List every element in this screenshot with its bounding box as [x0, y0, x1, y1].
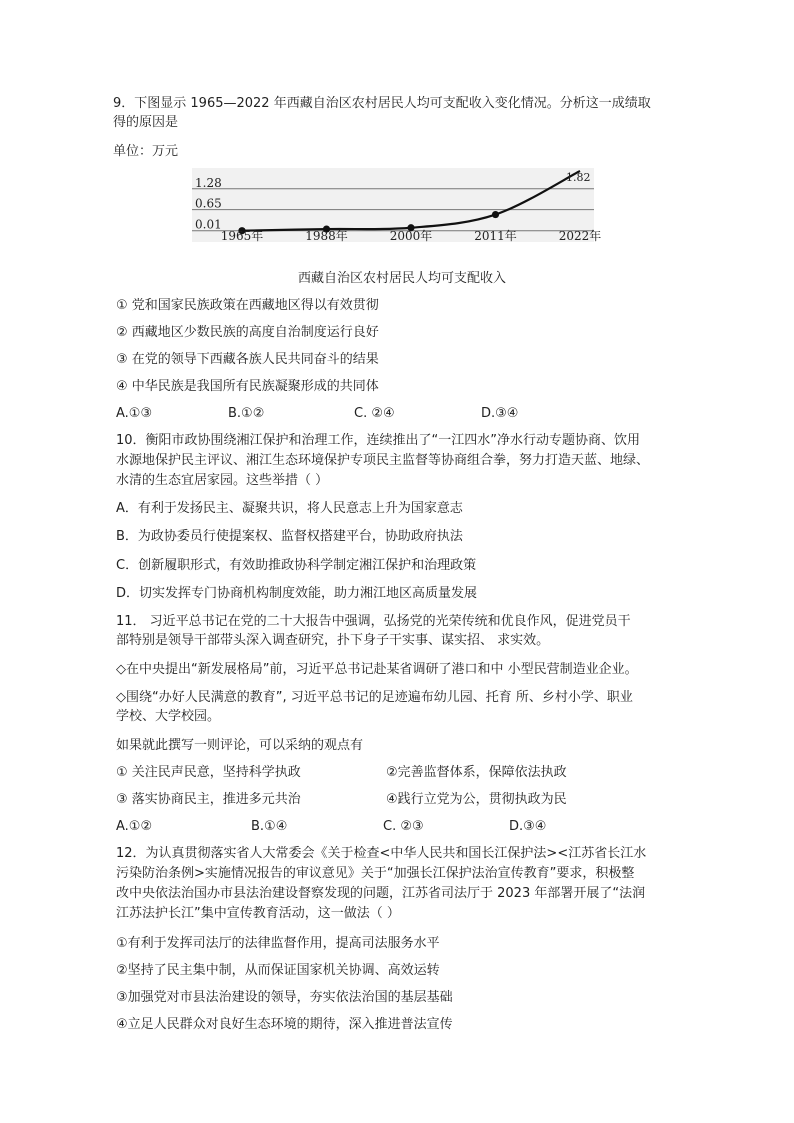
y-tick-label: 1.28	[195, 175, 222, 190]
q12-stem-line-2: 污染防治条例>实施情况报告的审议意见》关于“加强长江保护法治宣传教育”要求，积极整	[116, 866, 635, 881]
q10-stem-line-3: 水清的生态宜居家园。这些举措（ ）	[116, 473, 329, 488]
q11-bullet-2-line-1: ◇围绕“办好人民满意的教育”, 习近平总书记的足迹遍布幼儿园、托育 所、乡村小学、职业	[116, 690, 633, 705]
q9-statement-3: ③ 在党的领导下西藏各族人民共同奋斗的结果	[116, 352, 379, 367]
x-tick-label: 2011年	[474, 229, 517, 243]
q12-stem-line-3: 改中央依法治国办市县法治建设督察发现的问题，江苏省司法厅于 2023 年部署开展了“法润	[116, 886, 646, 901]
q11-question: 如果就此撰写一则评论，可以采纳的观点有	[116, 738, 364, 753]
chart-end-value-label: 1.82	[566, 170, 591, 184]
x-tick-label: 1988年	[305, 229, 348, 243]
q11-stem-line-2: 部特别是领导干部带头深入调查研究，扑下身子干实事、谋实招、 求实效。	[116, 633, 550, 648]
x-tick-label: 2000年	[389, 229, 433, 243]
q11-statement-3: ③ 落实协商民主，推进多元共治	[116, 792, 301, 807]
data-point	[492, 211, 499, 218]
chart-y-tick-labels	[195, 176, 222, 232]
q10-option-d[interactable]: D．切实发挥专门协商机构制度效能，助力湘江地区高质量发展	[116, 586, 478, 601]
q9-option-d[interactable]: D.③④	[481, 406, 519, 421]
q12-stem-line-4: 江苏法护长江”集中宣传教育活动，这一做法（ ）	[116, 906, 400, 921]
q9-option-b[interactable]: B.①②	[228, 406, 265, 421]
q11-stem-line-1: 11． 习近平总书记在党的二十大报告中强调，弘扬党的光荣传统和优良作风，促进党员干	[116, 614, 631, 629]
q9-option-c[interactable]: C. ②④	[354, 406, 395, 421]
q11-bullet-1: ◇在中央提出“新发展格局”前，习近平总书记赴某省调研了港口和中 小型民营制造业企业。	[116, 662, 638, 677]
q12-statement-3: ③加强党对市县法治建设的领导，夯实依法治国的基层基础	[116, 990, 453, 1005]
x-tick-label: 2022年	[558, 229, 602, 243]
q10-option-b[interactable]: B．为政协委员行使提案权、监督权搭建平台，协助政府执法	[116, 529, 463, 544]
income-line-chart	[192, 168, 602, 243]
q11-option-c[interactable]: C. ②③	[383, 819, 424, 834]
q9-stem-line-1: 9．下图显示 1965—2022 年西藏自治区农村居民人均可支配收入变化情况。分析这一成绩取	[113, 96, 651, 111]
q11-statement-4: ④践行立党为公，贯彻执政为民	[386, 792, 567, 807]
q9-statement-1: ① 党和国家民族政策在西藏地区得以有效贯彻	[116, 298, 379, 313]
q12-statement-4: ④立足人民群众对良好生态环境的期待，深入推进普法宣传	[116, 1017, 453, 1032]
q12-statement-1: ①有利于发挥司法厅的法律监督作用，提高司法服务水平	[116, 936, 440, 951]
y-tick-label: 0.65	[195, 196, 222, 211]
q11-bullet-2-line-2: 学校、大学校园。	[116, 709, 221, 724]
q11-option-b[interactable]: B.①④	[251, 819, 288, 834]
q11-statement-2: ②完善监督体系，保障依法执政	[386, 765, 567, 780]
q12-statement-2: ②坚持了民主集中制，从而保证国家机关协调、高效运转	[116, 963, 440, 978]
q11-option-a[interactable]: A.①②	[116, 819, 153, 834]
q9-statement-2: ② 西藏地区少数民族的高度自治制度运行良好	[116, 325, 379, 340]
q10-stem-line-1: 10．衡阳市政协围绕湘江保护和治理工作，连续推出了“一江四水”净水行动专题协商、饮用	[116, 433, 641, 448]
x-tick-label: 1965年	[220, 229, 264, 243]
y-tick-label: 0.01	[195, 217, 222, 232]
q10-option-c[interactable]: C．创新履职形式，有效助推政协科学制定湘江保护和治理政策	[116, 558, 477, 573]
q10-option-a[interactable]: A．有利于发扬民主、凝聚共识，将人民意志上升为国家意志	[116, 501, 463, 516]
q12-stem-line-1: 12．为认真贯彻落实省人大常委会《关于检查<中华人民共和国长江保护法><江苏省长江水	[116, 846, 647, 861]
q9-unit-label: 单位：万元	[113, 144, 179, 159]
q9-option-a[interactable]: A.①③	[116, 406, 153, 421]
q11-option-d[interactable]: D.③④	[509, 819, 547, 834]
chart-caption: 西藏自治区农村居民人均可支配收入	[298, 271, 507, 286]
q9-stem-line-2: 得的原因是	[113, 115, 179, 130]
q9-statement-4: ④ 中华民族是我国所有民族凝聚形成的共同体	[116, 379, 379, 394]
q10-stem-line-2: 水源地保护民主评议、湘江生态环境保护专项民主监督等协商组合拳，努力打造天蓝、地绿、	[116, 453, 650, 468]
q11-statement-1: ① 关注民声民意，坚持科学执政	[116, 765, 301, 780]
